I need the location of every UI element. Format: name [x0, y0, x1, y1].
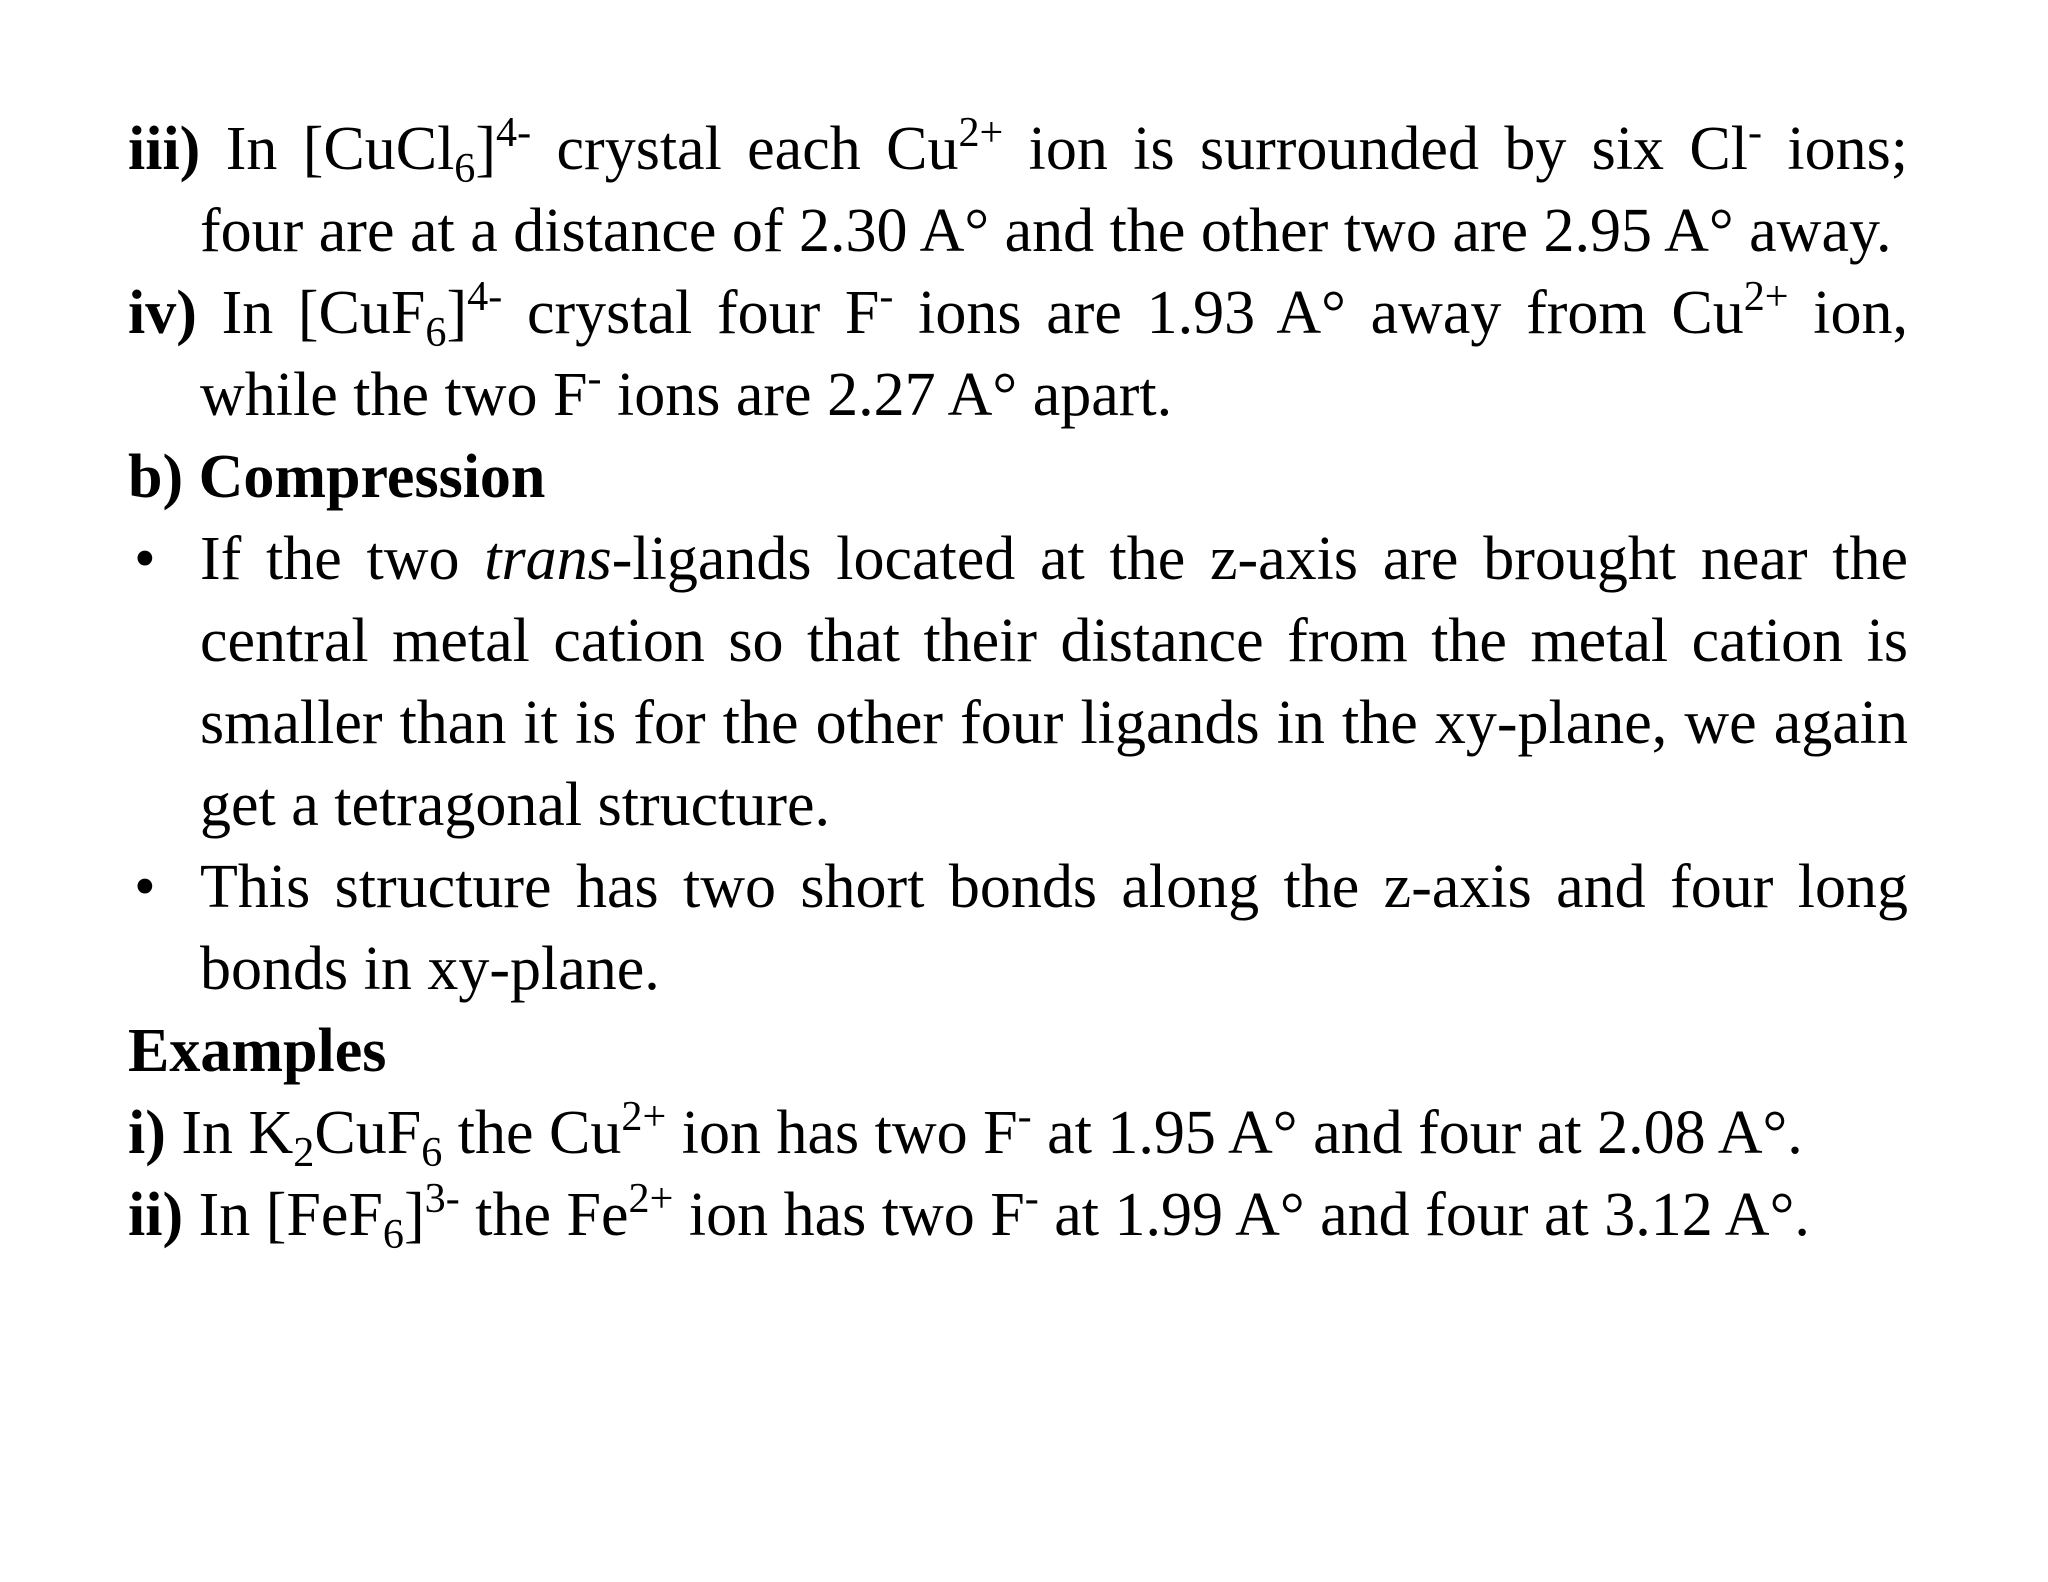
bullet-1-text-a: If the two [200, 525, 485, 593]
compression-bullet-1 [128, 518, 1908, 846]
item-iv-text-1: In [CuF [196, 279, 426, 347]
example-ii-sub-1: 6 [382, 1211, 404, 1259]
example-i-sup-cu: 2+ [621, 1092, 667, 1140]
compression-bullet-2 [128, 846, 1908, 1010]
bullet-2-text: This structure has two short bonds along the z-axis and four long bonds in xy-plane. [200, 853, 1908, 1003]
item-iii-sup-cu: 2+ [958, 108, 1004, 156]
examples-heading: Examples [128, 1017, 387, 1085]
item-iv-text-5: ions are 2.27 A° apart. [601, 361, 1173, 429]
item-iv-text-3: ions are 1.93 A° away from Cu [893, 279, 1744, 347]
item-iii-sup-cl: - [1748, 108, 1763, 156]
item-iii-sub-1: 6 [454, 145, 476, 193]
example-ii-text-1: In [FeF [183, 1181, 383, 1249]
example-i-text-2: CuF [314, 1099, 422, 1167]
example-ii-text-4: at 1.99 A° and four at 3.12 A°. [1038, 1181, 1810, 1249]
item-iii-label: iii) [128, 115, 201, 183]
example-ii-sup-charge: 3- [424, 1174, 460, 1222]
compression-heading: b) Compression [128, 443, 546, 511]
example-i-text-1: In K [165, 1099, 294, 1167]
item-iv-sup-f2: - [587, 354, 602, 402]
example-i-sub-f: 6 [421, 1129, 443, 1177]
item-iv-text-2: crystal four F [502, 279, 880, 347]
example-ii-sup-f: - [1024, 1174, 1039, 1222]
example-i-sup-f: - [1017, 1092, 1032, 1140]
example-i-text-4: ion has two F [666, 1099, 1018, 1167]
bullet-icon: • [134, 525, 156, 593]
document-page [128, 108, 1908, 1259]
item-iii-sup-charge: 4- [496, 108, 532, 156]
item-iii-text-4: ions; four are at a distance of 2.30 A° and the other two are 2.95 A° away. [200, 115, 1908, 265]
item-iii-text-1: In [CuCl [200, 115, 455, 183]
item-iv-text-4: ion, while the two F [200, 279, 1908, 429]
item-iv-sup-charge: 4- [467, 272, 503, 320]
item-iv: iv) In $[CuF_6]^{4-}$ crystal four F- ions are 1.93 A° away from $Cu^{2+}$ ion, while the two F- ions are 2.27 A° apart. [128, 272, 1908, 429]
example-i-text-3: the Cu [442, 1099, 622, 1167]
example-i-sub-k: 2 [293, 1129, 315, 1177]
item-iv-label: iv) [128, 279, 197, 347]
example-i [128, 1092, 1908, 1177]
bullet-1-italic: trans [484, 525, 612, 593]
item-iii: iii) In [CuCl$_6$]$^{4-}$ crystal each $Cu^{2+}$ ion is surrounded by six Cl- ions; four are at a distance of 2.30 A° and the other two are 2.95 A° away. [128, 108, 1908, 265]
item-iv-sup-f: - [879, 272, 894, 320]
item-iv-sup-cu: 2+ [1743, 272, 1789, 320]
example-ii-label: ii) [128, 1181, 184, 1249]
example-i-text-5: at 1.95 A° and four at 2.08 A°. [1031, 1099, 1803, 1167]
item-iii-text-3: ion is surrounded by six Cl [1003, 115, 1748, 183]
example-ii-text-2: the Fe [459, 1181, 629, 1249]
bullet-1-text-b: -ligands located at the z-axis are brought near the central metal cation so that their distance from the metal cation is smaller than it is for the other four ligands in the xy-plane, we again get a tetragonal structure. [200, 525, 1908, 839]
item-iii-text-2: crystal each Cu [531, 115, 959, 183]
example-ii-text-3: ion has two F [673, 1181, 1025, 1249]
item-iv-sub-1: 6 [425, 309, 447, 357]
example-ii: ii) In $[FeF_6]^{3-}$ the $Fe^{2+}$ ion has two F- at 1.99 A° and four at 3.12 A°. [128, 1174, 1810, 1259]
bullet-icon: • [134, 853, 156, 921]
example-i-label: i) [128, 1099, 166, 1167]
example-ii-sup-fe: 2+ [628, 1174, 674, 1222]
